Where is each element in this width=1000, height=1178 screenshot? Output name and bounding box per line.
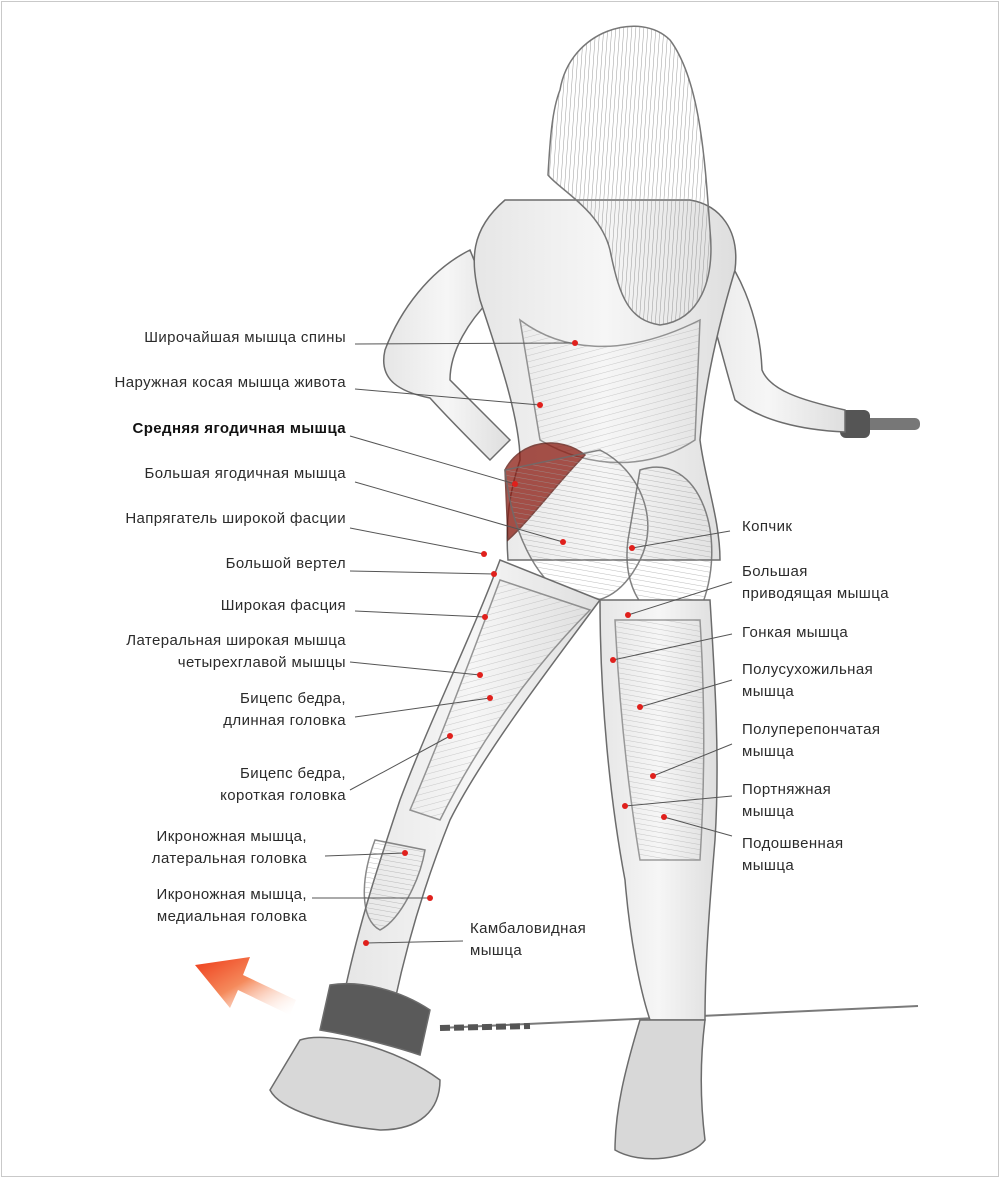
marker-dot [625,612,631,618]
marker-dot [491,571,497,577]
label-gluteus-medius: Средняя ягодичная мышца [132,420,346,437]
label-vastus-lateralis: Латеральная широкая мышца четырехглавой мышцы [126,632,346,671]
pull-direction-arrow [195,957,296,1015]
marker-dot [487,695,493,701]
label-tensor-fasciae: Напрягатель широкой фасции [125,510,346,527]
label-plantaris: Подошвенная мышца [742,835,844,874]
label-semimembranosus: Полуперепончатая мышца [742,721,881,760]
label-latissimus: Широчайшая мышца спины [144,329,346,346]
label-biceps-femoris-short: Бицепс бедра, короткая головка [220,765,346,804]
label-semitendinosus: Полусухожильная мышца [742,661,874,700]
marker-dot [481,551,487,557]
label-biceps-femoris-long: Бицепс бедра, длинная головка [223,690,346,729]
marker-dot [427,895,433,901]
marker-dot [560,539,566,545]
marker-dot [650,773,656,779]
marker-dot [610,657,616,663]
marker-dot [537,402,543,408]
label-gracilis: Гонкая мышца [742,624,849,641]
label-coccyx: Копчик [742,518,793,535]
label-soleus: Камбаловидная мышца [470,920,587,959]
marker-dot [629,545,635,551]
label-greater-trochanter: Большой вертел [225,555,346,572]
marker-dot [637,704,643,710]
marker-dot [447,733,453,739]
label-gluteus-maximus: Большая ягодичная мышца [144,465,346,482]
marker-dot [363,940,369,946]
label-sartorius: Портняжная мышца [742,781,832,820]
label-fascia-lata: Широкая фасция [220,597,346,614]
label-gastrocnemius-lateral: Икроножная мышца, латеральная головка [151,828,307,867]
marker-dot [477,672,483,678]
marker-dot [572,340,578,346]
marker-dot [482,614,488,620]
label-gastrocnemius-medial: Икроножная мышца, медиальная головка [156,886,307,925]
marker-dot [622,803,628,809]
marker-dot [661,814,667,820]
label-adductor-magnus: Большая приводящая мышца [742,563,889,602]
label-external-oblique: Наружная косая мышца живота [114,374,346,391]
marker-dot [402,850,408,856]
marker-dot [512,481,518,487]
